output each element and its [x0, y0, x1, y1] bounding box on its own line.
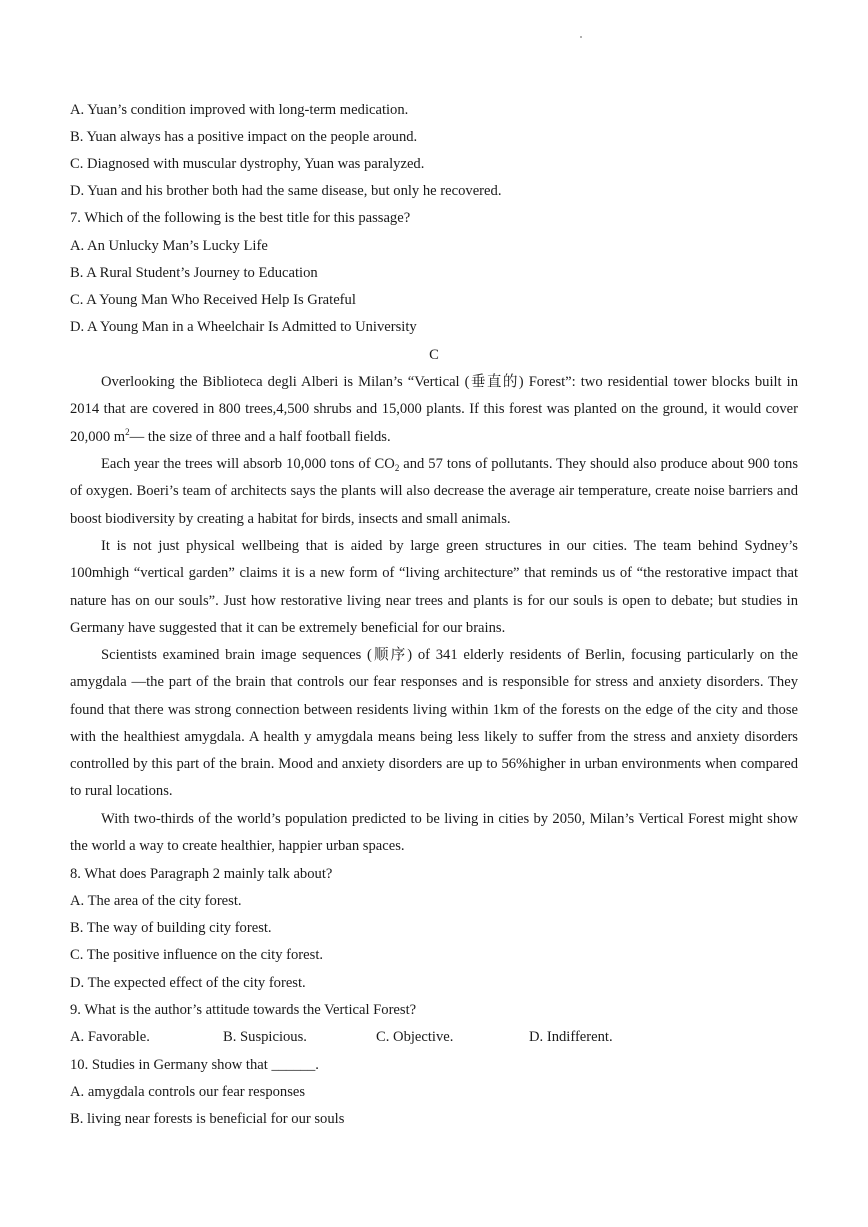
- q9-option-d: D. Indifferent.: [529, 1029, 613, 1045]
- passage-paragraph-3: It is not just physical wellbeing that is aided by large green structures in our cities. The team behind Sydney’s 100mhigh “vertical garden” claims it is a new form of “living architecture” that reminds us of “the restorative impact that nature has on our souls”. Just how restorative living near trees and plants is for our souls is open to debate; but studies in Germany have suggested that it can be extremely beneficial for our brains.: [70, 538, 798, 636]
- q8-stem: 8. What does Paragraph 2 mainly talk about?: [70, 866, 333, 882]
- q9-option-a: A. Favorable.: [70, 1029, 150, 1045]
- q7-option-d: D. A Young Man in a Wheelchair Is Admitted to University: [70, 319, 417, 335]
- q8-option-b: B. The way of building city forest.: [70, 920, 272, 936]
- q9-option-c: C. Objective.: [376, 1029, 454, 1045]
- q8-option-d: D. The expected effect of the city forest.: [70, 975, 306, 991]
- scan-speck: [580, 36, 582, 38]
- q10-option-b: B. living near forests is beneficial for our souls: [70, 1111, 345, 1127]
- q9-stem: 9. What is the author’s attitude towards the Vertical Forest?: [70, 1002, 417, 1018]
- q8-option-a: A. The area of the city forest.: [70, 893, 242, 909]
- q10-stem: 10. Studies in Germany show that ______.: [70, 1057, 319, 1073]
- q7-option-b: B. A Rural Student’s Journey to Education: [70, 265, 318, 281]
- q6-option-b: B. Yuan always has a positive impact on the people around.: [70, 129, 418, 145]
- q7-option-c: C. A Young Man Who Received Help Is Grateful: [70, 292, 356, 308]
- superscript: 2: [125, 426, 130, 437]
- q9-option-b: B. Suspicious.: [223, 1029, 307, 1045]
- q7-option-a: A. An Unlucky Man’s Lucky Life: [70, 238, 268, 254]
- q10-option-a: A. amygdala controls our fear responses: [70, 1084, 306, 1100]
- section-heading: C: [429, 347, 439, 363]
- passage-paragraph-1: Overlooking the Biblioteca degli Alberi is Milan’s “Vertical (垂直的) Forest”: two residential tower blocks built in 2014 that are covered in 800 trees,4,500 shrubs and 15,000 plants. If this forest was planted on the ground, it would cover 20,000 $m^2—$ the size of three and a half football fields.: [70, 374, 798, 445]
- q6-option-d: D. Yuan and his brother both had the same disease, but only he recovered.: [70, 183, 502, 199]
- passage-paragraph-2: Each year the trees will absorb 10,000 tons of $CO_2$ and 57 tons of pollutants. They should also produce about 900 tons of oxygen. Boeri’s team of architects says the plants will also decrease the average air temperature, create noise barriers and boost biodiversity by creating a habitat for birds, insects and small animals.: [70, 456, 798, 527]
- q8-option-c: C. The positive influence on the city forest.: [70, 947, 324, 963]
- passage-paragraph-5: With two-thirds of the world’s population predicted to be living in cities by 2050, Milan’s Vertical Forest might show the world a way to create healthier, happier urban spaces.: [70, 811, 798, 855]
- q6-option-c: C. Diagnosed with muscular dystrophy, Yuan was paralyzed.: [70, 156, 425, 172]
- q7-stem: 7. Which of the following is the best title for this passage?: [70, 210, 411, 226]
- q6-option-a: A. Yuan’s condition improved with long-term medication.: [70, 102, 409, 118]
- subscript: 2: [394, 463, 400, 473]
- passage-paragraph-4: Scientists examined brain image sequences (顺序) of 341 elderly residents of Berlin, focusing particularly on the amygdala —the part of the brain that controls our fear responses and is responsible for stress and anxiety disorders. They found that there was strong connection between residents living within 1km of the forests on the edge of the city and those with the healthiest amygdala. A health y amygdala means being less likely to suffer from the stress and anxiety disorders controlled by this part of the brain. Mood and anxiety disorders are up to 56%higher in urban environments when compared to rural locations.: [70, 647, 798, 800]
